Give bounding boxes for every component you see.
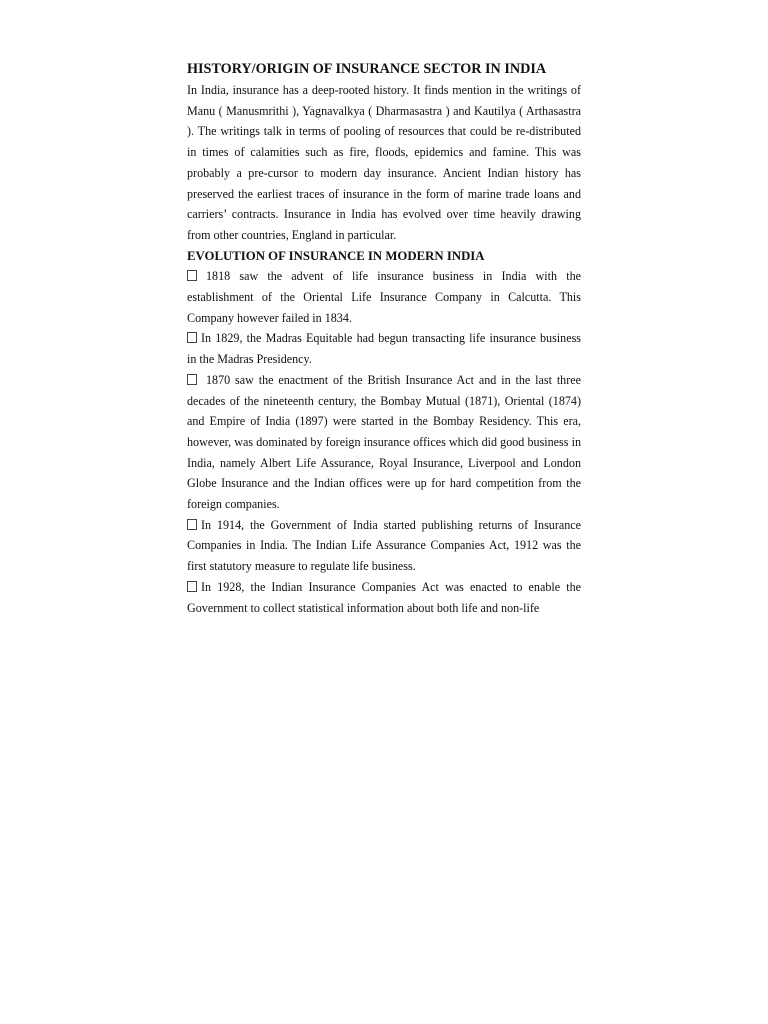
intro-paragraph: In India, insurance has a deep-rooted history. It finds mention in the writings of Manu ( Manusmrithi ), Yagnavalkya ( Dharmasastra ) and Kautilya ( Arthasastra ). The writings talk in terms of pooling of resources that could be re-distributed in times of calamities such as fire, floods, epidemics and famine. This was probably a pre-cursor to modern day insurance. Ancient Indian history has preserved the earliest traces of insurance in the form of marine trade loans and carriers’ contracts. Insurance in India has evolved over time heavily drawing from other countries, England in particular. [187,83,581,242]
bullet-text: 1818 saw the advent of life insurance business in India with the establishment of the Oriental Life Insurance Company in Calcutta. This Company however failed in 1834. [187,269,581,325]
document-title: HISTORY/ORIGIN OF INSURANCE SECTOR IN INDIA [187,61,547,77]
box-bullet-icon [187,374,197,385]
section-heading: EVOLUTION OF INSURANCE IN MODERN INDIA [187,248,485,263]
bullet-text: In 1829, the Madras Equitable had begun transacting life insurance business in the Madras Presidency. [187,331,581,367]
document-page [187,58,581,618]
bullet-text: 1870 saw the enactment of the British Insurance Act and in the last three decades of the nineteenth century, the Bombay Mutual (1871), Oriental (1874) and Empire of India (1897) were started in the Bombay Residency. This era, however, was dominated by foreign insurance offices which did good business in India, namely Albert Life Assurance, Royal Insurance, Liverpool and London Globe Insurance and the Indian offices were up for hard competition from the foreign companies. [187,372,581,512]
box-bullet-icon [187,581,197,592]
bullet-paragraph [187,328,581,369]
bullet-paragraph [187,370,581,515]
bullet-paragraph [187,577,581,618]
bullet-paragraph [187,515,581,577]
bullet-text: In 1928, the Indian Insurance Companies Act was enacted to enable the Government to collect statistical information about both life and non-life [187,579,581,615]
box-bullet-icon [187,332,197,343]
box-bullet-icon [187,519,197,530]
bullet-paragraph [187,266,581,328]
box-bullet-icon [187,270,197,281]
bullet-text: In 1914, the Government of India started publishing returns of Insurance Companies in India. The Indian Life Assurance Companies Act, 1912 was the first statutory measure to regulate life business. [187,517,581,574]
